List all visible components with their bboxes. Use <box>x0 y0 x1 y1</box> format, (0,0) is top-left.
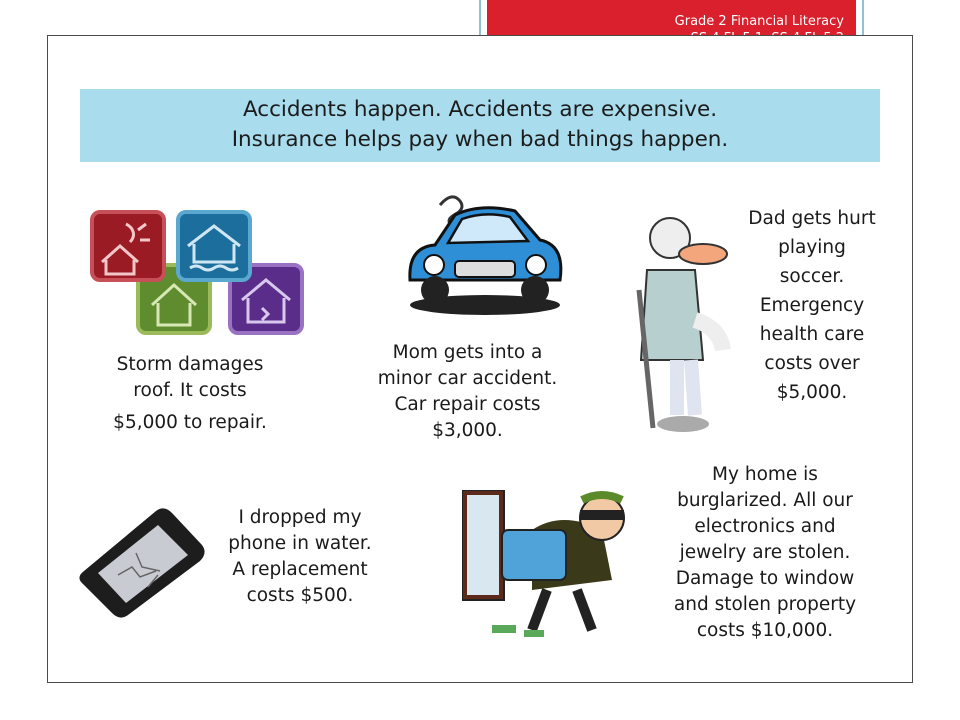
health-line-5: health care <box>759 324 865 345</box>
burglary-line-5: Damage to window <box>675 568 855 589</box>
phone-line-4: costs $500. <box>246 585 354 606</box>
car-line-4: $3,000. <box>432 420 503 441</box>
health-caption <box>722 206 902 406</box>
burglary-caption <box>630 462 900 644</box>
storm-line-3: $5,000 to repair. <box>113 412 267 433</box>
car-line-2: minor car accident. <box>377 368 558 389</box>
storm-caption <box>90 352 290 436</box>
car-caption <box>335 340 600 444</box>
health-line-2: playing <box>778 237 846 258</box>
injured-man-illustration <box>625 210 735 435</box>
phone-line-1: I dropped my <box>238 507 362 528</box>
banner-line-1: Accidents happen. Accidents are expensive. <box>242 97 718 122</box>
course-title: Grade 2 Financial Literacy <box>674 14 844 29</box>
burglary-line-7: costs $10,000. <box>696 620 834 641</box>
health-line-6: costs over <box>764 353 860 374</box>
disaster-icons <box>90 210 305 335</box>
crashed-car-illustration <box>400 185 570 320</box>
health-line-4: Emergency <box>759 295 865 316</box>
storm-line-2: roof. It costs <box>133 380 247 401</box>
car-line-1: Mom gets into a <box>392 342 543 363</box>
burglary-line-6: and stolen property <box>673 594 857 615</box>
phone-line-2: phone in water. <box>228 533 372 554</box>
burglar-illustration <box>462 490 637 640</box>
cracked-phone-illustration <box>78 505 208 620</box>
health-line-7: $5,000. <box>776 382 848 403</box>
banner-line-2: Insurance helps pay when bad things happen. <box>231 127 729 152</box>
phone-caption <box>200 505 400 609</box>
storm-line-1: Storm damages <box>116 354 264 375</box>
burglary-line-2: burglarized. All our <box>677 490 853 511</box>
health-line-1: Dad gets hurt <box>748 208 876 229</box>
burglary-line-4: jewelry are stolen. <box>679 542 851 563</box>
burglary-line-3: electronics and <box>694 516 836 537</box>
title-banner <box>80 89 880 162</box>
car-line-3: Car repair costs <box>394 394 541 415</box>
phone-line-3: A replacement <box>232 559 368 580</box>
burglary-line-1: My home is <box>712 464 818 485</box>
health-line-3: soccer. <box>779 266 845 287</box>
